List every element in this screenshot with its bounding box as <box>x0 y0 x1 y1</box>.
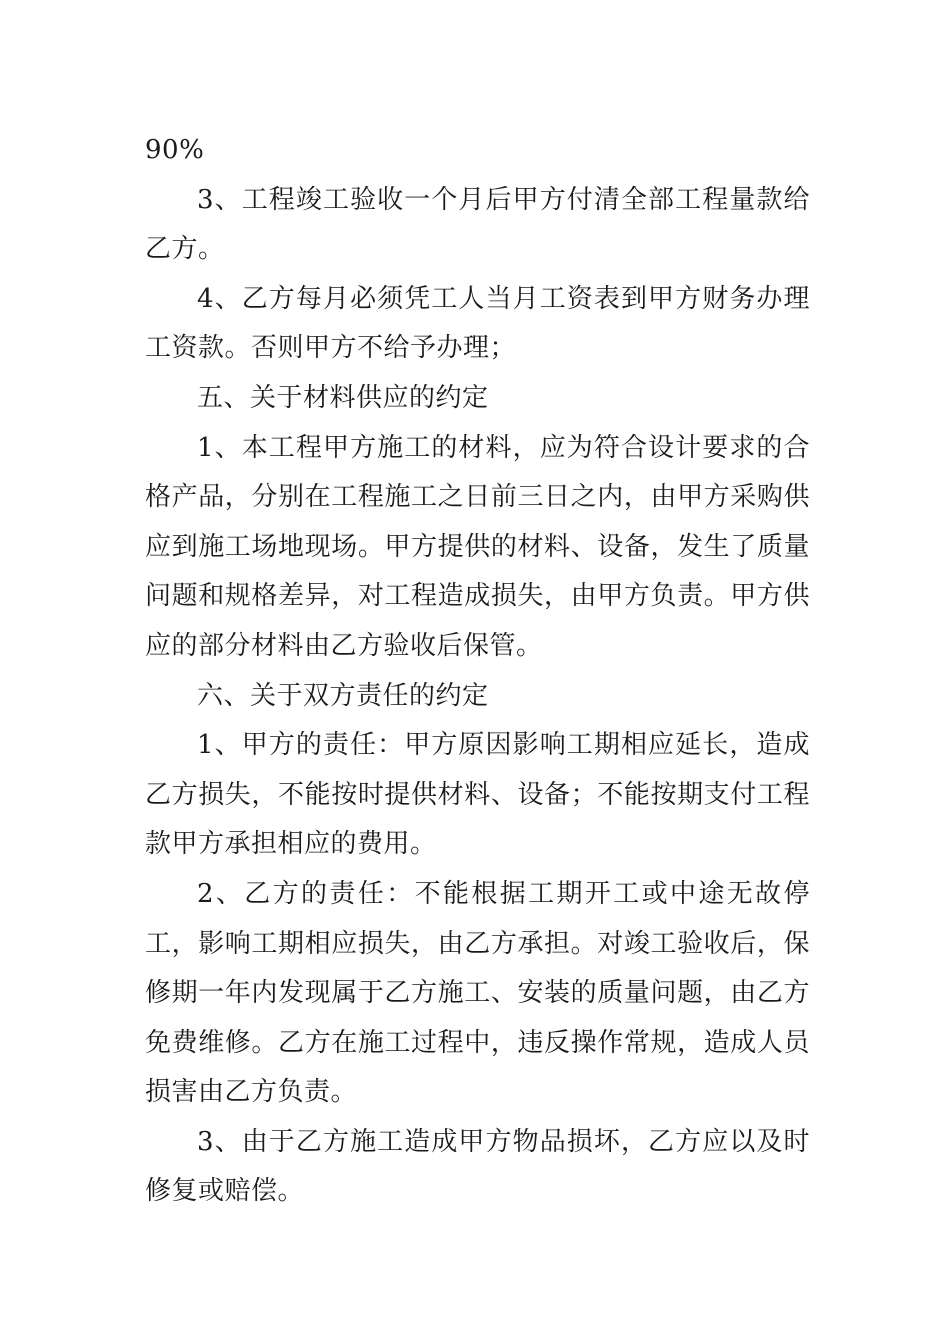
document-body <box>145 126 810 1217</box>
paragraph-clause-3: 3、工程竣工验收一个月后甲方付清全部工程量款给乙方。 <box>145 184 810 265</box>
paragraph-responsibility-party-a: 1、甲方的责任：甲方原因影响工期相应延长，造成乙方损失，不能按时提供材料、设备；不能按期支付工程款甲方承担相应的费用。 <box>145 730 810 860</box>
paragraph-responsibility-party-b: 2、乙方的责任：不能根据工期开工或中途无故停工，影响工期相应损失，由乙方承担。对竣工验收后，保修期一年内发现属于乙方施工、安装的质量问题，由乙方免费维修。乙方在施工过程中，违反操作常规，造成人员损害由乙方负责。 <box>145 878 810 1108</box>
paragraph-percentage: 90% <box>145 135 205 165</box>
paragraph-materials-1: 1、本工程甲方施工的材料，应为符合设计要求的合格产品，分别在工程施工之日前三日之内，由甲方采购供应到施工场地现场。甲方提供的材料、设备，发生了质量问题和规格差异，对工程造成损失，由甲方负责。甲方供应的部分材料由乙方验收后保管。 <box>145 432 810 661</box>
paragraph-clause-4: 4、乙方每月必须凭工人当月工资表到甲方财务办理工资款。否则甲方不给予办理； <box>145 283 810 364</box>
paragraph-responsibility-3: 3、由于乙方施工造成甲方物品损坏，乙方应以及时修复或赔偿。 <box>145 1126 810 1207</box>
section-heading-responsibilities: 六、关于双方责任的约定 <box>197 680 489 711</box>
section-heading-materials: 五、关于材料供应的约定 <box>197 382 489 413</box>
